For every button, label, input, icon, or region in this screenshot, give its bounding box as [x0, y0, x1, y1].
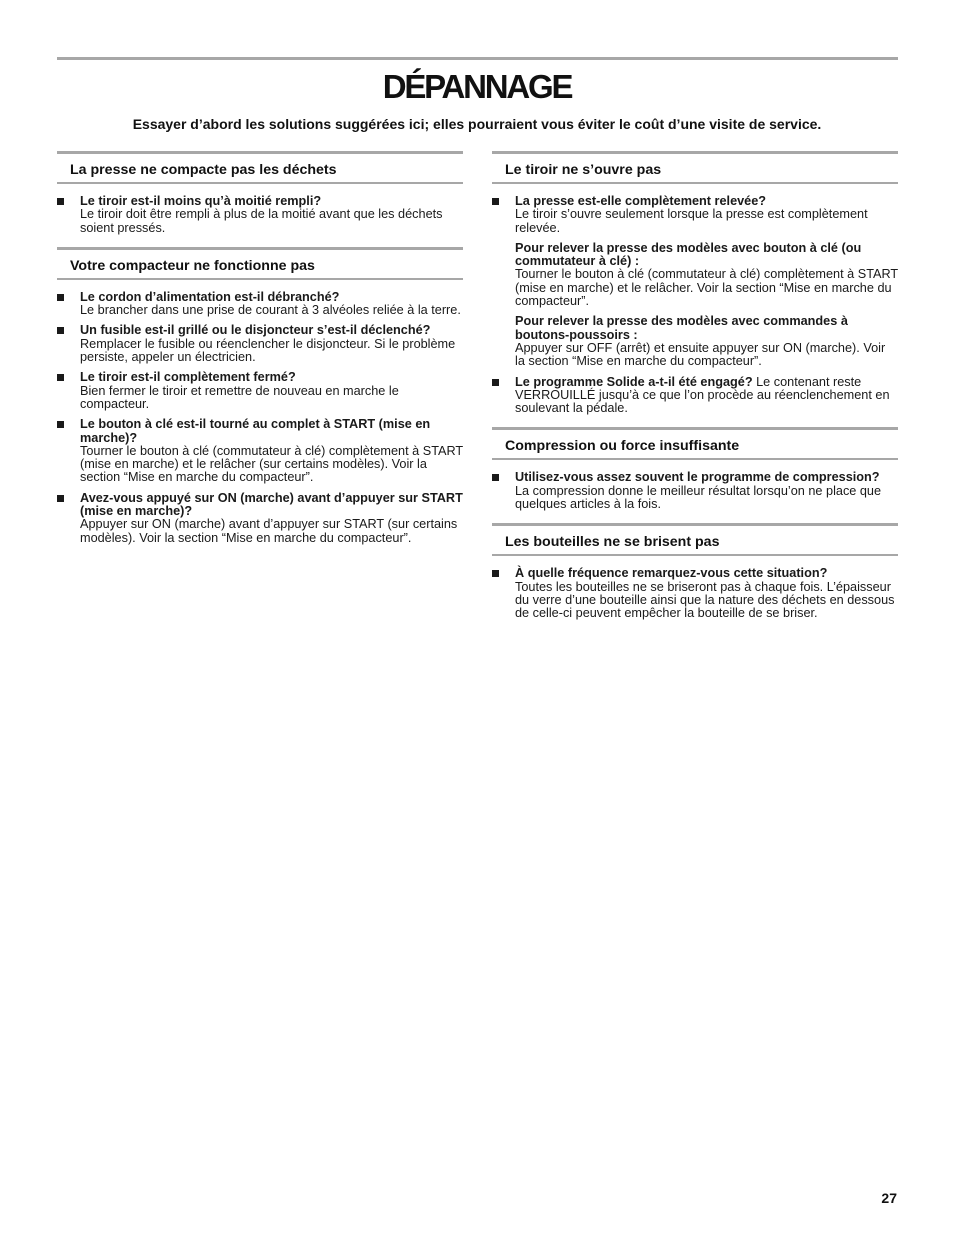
section-heading: La presse ne compacte pas les déchets — [57, 151, 463, 184]
section-items — [57, 184, 463, 235]
item-question: Utilisez-vous assez souvent le programme de compression? — [515, 470, 880, 485]
item-answer: La compression donne le meilleur résultat lorsqu’on ne place que quelques articles à la fois. — [515, 483, 882, 512]
item-question: Un fusible est-il grillé ou le disjoncteur s’est-il déclenché? — [80, 323, 431, 338]
list-item — [57, 195, 463, 235]
square-bullet-icon — [57, 294, 64, 301]
list-item — [57, 291, 463, 318]
list-item — [492, 471, 898, 511]
section-items — [492, 556, 898, 620]
list-item — [492, 195, 898, 369]
page-number: 27 — [881, 1190, 897, 1206]
section-heading: Compression ou force insuffisante — [492, 427, 898, 460]
section-heading: Les bouteilles ne se brisent pas — [492, 523, 898, 556]
list-item — [492, 376, 898, 416]
list-item — [492, 567, 898, 620]
item-answer: Appuyer sur OFF (arrêt) et ensuite appuyer sur ON (marche). Voir la section “Mise en marche du compacteur”. — [515, 340, 886, 369]
item-question: Le programme Solide a-t-il été engagé? — [515, 374, 753, 389]
section-items — [492, 184, 898, 415]
item-question: Avez-vous appuyé sur ON (marche) avant d’appuyer sur START (mise en marche)? — [80, 490, 463, 519]
square-bullet-icon — [492, 198, 499, 205]
square-bullet-icon — [57, 327, 64, 334]
item-question: Le tiroir est-il complètement fermé? — [80, 370, 296, 385]
item-subheading: Pour relever la presse des modèles avec bouton à clé (ou commutateur à clé) : — [515, 240, 862, 269]
square-bullet-icon — [57, 374, 64, 381]
square-bullet-icon — [57, 495, 64, 502]
item-answer: Le tiroir s’ouvre seulement lorsque la presse est complètement relevée. — [515, 207, 868, 235]
square-bullet-icon — [492, 570, 499, 577]
top-rule — [57, 57, 898, 60]
square-bullet-icon — [492, 474, 499, 481]
square-bullet-icon — [492, 379, 499, 386]
item-answer: Appuyer sur ON (marche) avant d’appuyer sur START (sur certains modèles). Voir la section “Mise en marche du compacteur”. — [80, 517, 458, 545]
page-title: DÉPANNAGE — [382, 68, 572, 105]
item-question: Le cordon d’alimentation est-il débranché? — [80, 289, 340, 304]
intro-text: Essayer d’abord les solutions suggérées ici; elles pourraient vous éviter le coût d’une visite de service. — [132, 116, 822, 132]
section-items — [57, 280, 463, 545]
square-bullet-icon — [57, 421, 64, 428]
section-heading: Le tiroir ne s’ouvre pas — [492, 151, 898, 184]
list-item — [57, 418, 463, 484]
item-question: Le tiroir est-il moins qu’à moitié rempli? — [80, 194, 322, 208]
list-item — [57, 324, 463, 364]
section-items — [492, 460, 898, 511]
list-item — [57, 492, 463, 545]
item-answer: Tourner le bouton à clé (commutateur à clé) complètement à START (mise en marche) et le relâcher. Voir la section “Mise en marche du compacteur”. — [515, 267, 898, 309]
item-question: La presse est-elle complètement relevée? — [515, 194, 767, 208]
item-answer: Le brancher dans une prise de courant à 3 alvéoles reliée à la terre. — [80, 303, 461, 318]
item-question: Le bouton à clé est-il tourné au complet à START (mise en marche)? — [80, 417, 431, 445]
item-answer: Bien fermer le tiroir et remettre de nouveau en marche le compacteur. — [80, 383, 399, 411]
item-answer: Toutes les bouteilles ne se briseront pas à chaque fois. L’épaisseur du verre d’une bouteille ainsi que la nature des déchets en dessous de celle-ci peuvent empêcher la bouteille de se briser. — [515, 579, 895, 621]
square-bullet-icon — [57, 198, 64, 205]
item-subheading: Pour relever la presse des modèles avec commandes à boutons-poussoirs : — [515, 314, 848, 342]
item-question: À quelle fréquence remarquez-vous cette situation? — [515, 566, 828, 581]
section-heading: Votre compacteur ne fonctionne pas — [57, 247, 463, 280]
item-answer: Le contenant reste VERROUILLÉ jusqu’à ce que l’on procède au réenclenchement en soulevant la pédale. — [515, 374, 890, 416]
left-column — [57, 151, 463, 552]
right-column — [492, 151, 898, 628]
item-answer: Tourner le bouton à clé (commutateur à clé) complètement à START (mise en marche) et le relâcher (sur certains modèles). Voir la section “Mise en marche du compacteur”. — [80, 443, 463, 485]
item-answer: Le tiroir doit être rempli à plus de la moitié avant que les déchets soient pressés. — [80, 207, 443, 235]
item-answer: Remplacer le fusible ou réenclencher le disjoncteur. Si le problème persiste, appeler un électricien. — [80, 336, 456, 365]
list-item — [57, 371, 463, 411]
